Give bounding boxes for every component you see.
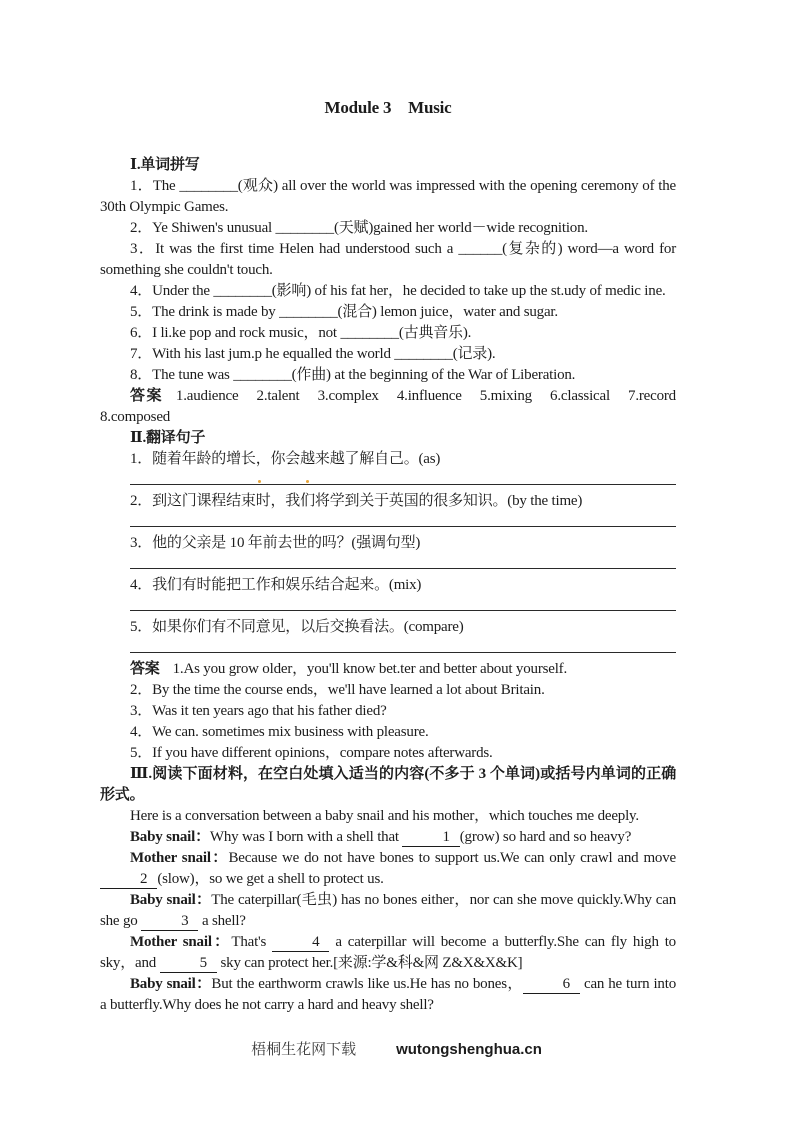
- exercise-item-1: 1．The ________(观众) all over the world was impressed with the opening ceremony of the 30th Olympic Games.: [100, 178, 676, 215]
- exercise-item-4: 4．Under the ________(影响) of his fat her，he decided to take up the st.udy of medic ine.: [130, 283, 666, 299]
- section1-answers: [100, 386, 676, 428]
- exercise-item-8: 8．The tune was ________(作曲) at the beginning of the War of Liberation.: [130, 367, 576, 383]
- exercise-item-3: 3．It was the first time Helen had understood such a ______(复杂的) word—a word for something she couldn't touch.: [100, 241, 676, 278]
- speaker-label: Mother snail：: [130, 934, 232, 950]
- exercise-item-2: 2．Ye Shiwen's unusual ________(天赋)gained her world－wide recognition.: [130, 220, 588, 236]
- answer-writing-line: [130, 512, 676, 527]
- section-translation: [100, 428, 676, 764]
- numbered-blank: 1: [402, 829, 459, 847]
- answer-text: 1.audience 2.talent 3.complex 4.influence 5.mixing 6.classical 7.record 8.composed: [100, 388, 676, 425]
- section2-answers-line-1: [100, 659, 676, 680]
- speaker-label: Baby snail：: [130, 892, 212, 908]
- numbered-blank: 6: [523, 976, 580, 994]
- translation-item-1: 1．随着年龄的增长，你会越来越了解自己。(as): [130, 451, 441, 467]
- translation-item-5: 5．如果你们有不同意见，以后交换看法。(compare): [130, 619, 464, 635]
- exercise-item-5: 5．The drink is made by ________(混合) lemon juice，water and sugar.: [130, 304, 558, 320]
- translation-item-2: 2．到这门课程结束时，我们将学到关于英国的很多知识。(by the time): [130, 493, 583, 509]
- scan-artifact-dot: [258, 480, 261, 483]
- reading-intro: Here is a conversation between a baby snail and his mother，which touches me deeply.: [130, 808, 639, 824]
- dialogue-line: Baby snail：The caterpillar(毛虫) has no bones either，nor can she move quickly.Why can she go 3 a shell?: [100, 892, 676, 929]
- exercise-item-7: 7．With his last jum.p he equalled the world ________(记录).: [130, 346, 496, 362]
- speaker-label: Baby snail：: [130, 976, 212, 992]
- numbered-blank: 5: [160, 955, 217, 973]
- answer-writing-line: [130, 470, 676, 485]
- exercise-item-6: 6．I li.ke pop and rock music，not ________(古典音乐).: [130, 325, 472, 341]
- section2-heading: Ⅱ.翻译句子: [130, 430, 206, 446]
- footer-site-url: wutongshenghua.cn: [396, 1041, 542, 1058]
- answer-writing-line: [130, 638, 676, 653]
- section2-answers-line-2: 2．By the time the course ends，we'll have learned a lot about Britain.: [130, 682, 545, 698]
- dialogue-line: Mother snail：That's 4 a caterpillar will become a butterfly.She can fly high to sky，and 5 sky can protect her.[来源:学&科&网 Z&X&X&K]: [100, 934, 676, 971]
- numbered-blank: 4: [272, 934, 329, 952]
- worksheet-content: [100, 97, 676, 1016]
- section-word-spelling: [100, 155, 676, 428]
- section2-answers-line-3: 3．Was it ten years ago that his father died?: [130, 703, 387, 719]
- translation-item-3: 3．他的父亲是 10 年前去世的吗？(强调句型): [130, 535, 421, 551]
- numbered-blank: 3: [141, 913, 198, 931]
- answer-text: 1.As you grow older，you'll know bet.ter and better about yourself.: [172, 661, 568, 677]
- dialogue-line: Mother snail：Because we do not have bones to support us.We can only crawl and move 2 (slow)，so we get a shell to protect us.: [100, 848, 676, 890]
- dialogue-line: Baby snail：Why was I born with a shell that 1 (grow) so hard and so heavy?: [130, 829, 632, 845]
- page-title: Module 3 Music: [324, 98, 452, 117]
- section2-answers-line-5: 5．If you have different opinions，compare notes afterwards.: [130, 745, 493, 761]
- dialogue: [100, 827, 676, 1016]
- numbered-blank: 2: [100, 871, 157, 889]
- scan-artifact-dot: [306, 480, 309, 483]
- dialogue-line: Baby snail：But the earthworm crawls like us.He has no bones， 6 can he turn into a butterfly.Why does he not carry a hard and heavy shell?: [100, 976, 676, 1013]
- translation-item-4: 4．我们有时能把工作和娱乐结合起来。(mix): [130, 577, 422, 593]
- section-cloze-reading: [100, 764, 676, 1016]
- section2-answers-line-4: 4．We can. sometimes mix business with pleasure.: [130, 724, 429, 740]
- speaker-label: Mother snail：: [130, 850, 229, 866]
- speaker-label: Baby snail：: [130, 829, 210, 845]
- section1-heading: Ⅰ.单词拼写: [130, 157, 200, 173]
- answer-writing-line: [130, 554, 676, 569]
- section3-heading: Ⅲ.阅读下面材料，在空白处填入适当的内容(不多于 3 个单词)或括号内单词的正确形式。: [100, 766, 676, 803]
- answer-writing-line: [130, 596, 676, 611]
- answer-label: 答案: [130, 388, 163, 404]
- page-footer: [0, 1038, 793, 1059]
- answer-label: 答案: [130, 661, 160, 677]
- footer-download-text: 梧桐生花网下载: [251, 1042, 357, 1058]
